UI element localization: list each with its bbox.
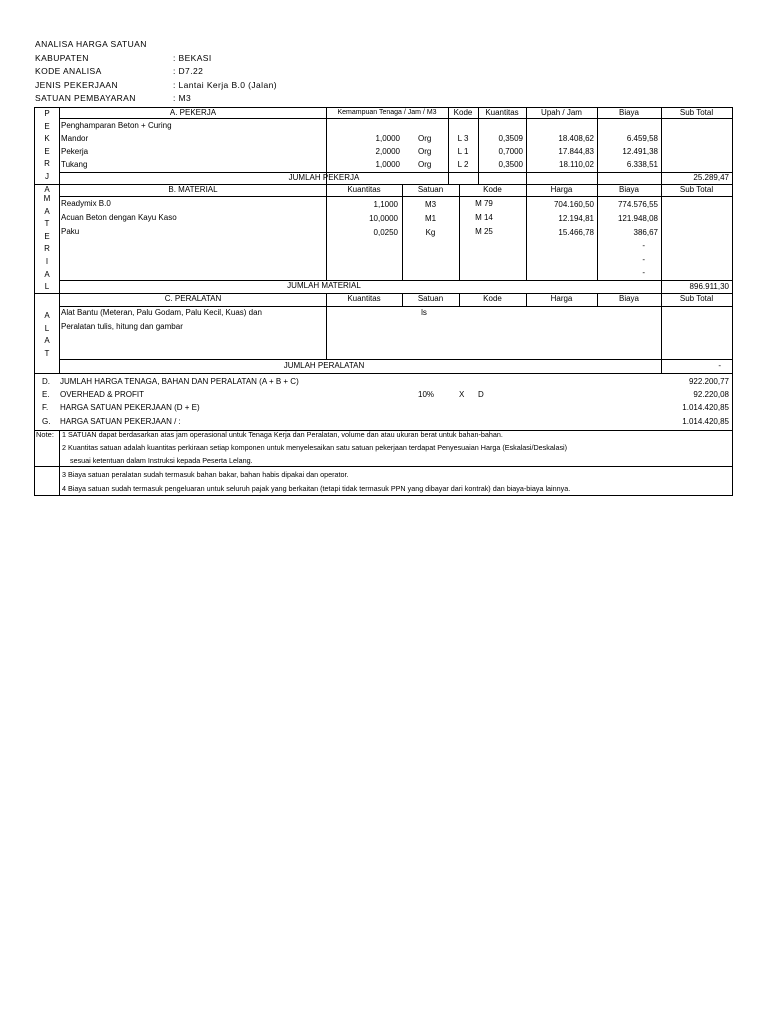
- note-line: 3 Biaya satuan peralatan sudah termasuk bahan bakar, bahan habis dipakai dan operator.: [62, 470, 349, 479]
- item-unit: M3: [424, 200, 437, 209]
- side-letter: M: [43, 194, 51, 203]
- header-field-kabupaten: [35, 52, 277, 66]
- side-letter: I: [45, 256, 49, 266]
- item-cost: 121.948,08: [617, 214, 658, 223]
- item-name: Pekerja: [61, 147, 89, 156]
- header-kode: Kode: [453, 108, 473, 117]
- side-label-material: [35, 193, 59, 294]
- analysis-table: [34, 107, 733, 467]
- side-letter: A: [44, 206, 50, 216]
- header-harga: Harga: [550, 185, 573, 194]
- header-biaya: Biaya: [618, 185, 639, 194]
- side-letter: A: [44, 269, 50, 279]
- total-peralatan: -: [718, 361, 721, 370]
- item-price: 18.408,62: [558, 134, 594, 143]
- item-qty: 0,7000: [498, 147, 523, 156]
- total-material: 896.911,30: [689, 282, 729, 291]
- item-price: 704.160,50: [553, 200, 594, 209]
- document-header: [35, 38, 277, 106]
- item-price: 17.844,83: [558, 147, 594, 156]
- total-label-pekerja: JUMLAH PEKERJA: [288, 173, 360, 182]
- side-letter: E: [44, 146, 50, 156]
- header-pekerja: A. PEKERJA: [169, 108, 217, 117]
- total-label-material: JUMLAH MATERIAL: [287, 281, 361, 290]
- item-name: Acuan Beton dengan Kayu Kaso: [61, 213, 177, 222]
- summary-value: 92.220,08: [693, 390, 729, 399]
- header-subtotal: Sub Total: [679, 294, 714, 303]
- empty-cost-dash: -: [642, 241, 645, 250]
- side-letter: J: [45, 171, 49, 181]
- summary-value: 922.200,77: [688, 377, 729, 386]
- header-biaya: Biaya: [618, 108, 639, 117]
- table-border-right: [732, 107, 733, 467]
- item-qty: 0,0250: [373, 228, 398, 237]
- header-field-satuan-pembayaran: [35, 92, 277, 106]
- notes-label: Note:: [36, 430, 54, 439]
- header-kode: Kode: [483, 294, 502, 303]
- document-title: ANALISA HARGA SATUAN: [35, 39, 147, 49]
- field-value: : BEKASI: [173, 52, 212, 63]
- item-cost: 6.338,51: [626, 160, 658, 169]
- side-label-pekerja: [35, 108, 59, 196]
- item-capacity: 1,0000: [375, 160, 400, 169]
- header-kuantitas: Kuantitas: [347, 294, 381, 303]
- item-name: Tukang: [61, 160, 88, 169]
- side-letter: T: [44, 219, 50, 229]
- summary-label: JUMLAH HARGA TENAGA, BAHAN DAN PERALATAN (A + B + C): [60, 377, 299, 386]
- section-rule: [34, 373, 733, 374]
- overhead-percent: 10%: [418, 390, 435, 399]
- header-satuan: Satuan: [417, 185, 444, 194]
- empty-cost-dash: -: [642, 255, 645, 264]
- item-unit: M1: [424, 214, 437, 223]
- empty-cost-dash: -: [642, 268, 645, 277]
- header-kuantitas: Kuantitas: [347, 185, 381, 194]
- side-letter: P: [44, 109, 50, 118]
- equipment-line-2: Peralatan tulis, hitung dan gambar: [61, 322, 183, 331]
- side-letter: A: [44, 184, 50, 194]
- header-kuantitas: Kuantitas: [485, 108, 519, 117]
- notes-column-rule-ext: [59, 466, 60, 496]
- header-kode: Kode: [483, 185, 502, 194]
- item-kode: M 79: [475, 199, 493, 208]
- item-cost: 386,67: [633, 228, 658, 237]
- note-line: 2 Kuantitas satuan adalah kuantitas perkiraan setiap komponen untuk menyelesaikan satu satuan pekerjaan terdapat Penyesuaian Harga (Eskalasi/Deskalasi): [62, 443, 568, 452]
- side-letter: L: [44, 323, 50, 333]
- summary-letter: G.: [42, 417, 51, 426]
- item-capacity: 2,0000: [375, 147, 400, 156]
- note-line: 4 Biaya satuan sudah termasuk pengeluaran untuk seluruh pajak yang berkaitan (tetapi tidak termasuk PPN yang dibayar dari kontrak) dan biaya-biaya lainnya.: [62, 484, 571, 493]
- field-value: : Lantai Kerja B.0 (Jalan): [173, 79, 277, 90]
- row-rule: [59, 196, 733, 197]
- field-label: JENIS PEKERJAAN: [35, 79, 118, 90]
- side-letter: K: [44, 134, 50, 144]
- total-label-peralatan: JUMLAH PERALATAN: [283, 361, 365, 370]
- summary-label: HARGA SATUAN PEKERJAAN / :: [60, 417, 181, 426]
- field-label: SATUAN PEMBAYARAN: [35, 93, 136, 103]
- field-value: : M3: [173, 93, 192, 103]
- item-price: 18.110,02: [559, 160, 594, 169]
- table-border-left-ext: [34, 466, 35, 496]
- table-border-right-ext: [732, 466, 733, 496]
- header-kemampuan: Kemampuan Tenaga / Jam / M3: [337, 109, 437, 116]
- item-qty: 1,1000: [373, 200, 398, 209]
- header-subtotal: Sub Total: [679, 108, 714, 117]
- side-letter: E: [44, 231, 50, 241]
- header-field-kode-analisa: [35, 65, 277, 79]
- total-pekerja: 25.289,47: [693, 173, 729, 182]
- item-name: Mandor: [61, 134, 89, 143]
- item-kode: L 3: [457, 134, 469, 143]
- side-letter: R: [44, 244, 50, 254]
- item-name: Paku: [61, 227, 80, 236]
- side-letter: A: [44, 311, 50, 320]
- side-column-rule: [59, 107, 60, 373]
- item-kode: M 14: [475, 213, 493, 222]
- table-border-bottom: [34, 466, 733, 467]
- row-rule: [59, 359, 733, 360]
- header-upah: Upah / Jam: [541, 108, 582, 117]
- header-harga: Harga: [550, 294, 573, 303]
- field-label: KODE ANALISA: [35, 66, 102, 76]
- item-qty: 0,3509: [498, 134, 523, 143]
- header-material: B. MATERIAL: [168, 185, 218, 194]
- side-letter: T: [44, 348, 50, 358]
- header-peralatan: C. PERALATAN: [164, 294, 222, 303]
- header-satuan: Satuan: [417, 294, 444, 303]
- summary-label: OVERHEAD & PROFIT: [60, 390, 145, 399]
- side-letter: E: [44, 121, 50, 131]
- item-kode: M 25: [475, 227, 493, 236]
- item-cost: 6.459,58: [626, 134, 658, 143]
- item-unit: Kg: [425, 228, 436, 237]
- side-letter: A: [44, 336, 50, 346]
- subtotal-column-rule: [661, 107, 662, 373]
- item-price: 15.466,78: [558, 228, 594, 237]
- row-rule: [59, 118, 733, 119]
- side-label-alat: [35, 310, 59, 360]
- summary-letter: D.: [42, 377, 50, 386]
- field-value: : D7.22: [173, 66, 204, 76]
- header-biaya: Biaya: [618, 294, 639, 303]
- summary-value: 1.014.420,85: [682, 403, 729, 412]
- item-cost: 774.576,55: [617, 200, 658, 209]
- summary-value: 1.014.420,85: [682, 417, 729, 426]
- item-price: 12.194,81: [558, 214, 594, 223]
- header-field-jenis-pekerjaan: [35, 79, 277, 93]
- table-border-final: [34, 495, 733, 496]
- field-label: KABUPATEN: [35, 52, 89, 63]
- item-cost: 12.491,38: [622, 147, 658, 156]
- summary-letter: F.: [42, 403, 49, 412]
- item-qty: 10,0000: [369, 214, 398, 223]
- summary-label: HARGA SATUAN PEKERJAAN (D + E): [60, 403, 200, 412]
- item-unit: Org: [418, 134, 432, 143]
- overhead-multiply: X: [459, 390, 465, 399]
- equipment-unit: ls: [421, 308, 427, 317]
- header-subtotal: Sub Total: [679, 185, 714, 194]
- overhead-base: D: [478, 390, 484, 399]
- item-capacity: 1,0000: [375, 134, 400, 143]
- item-qty: 0,3500: [498, 160, 523, 169]
- notes-column-rule: [59, 430, 60, 466]
- item-kode: L 2: [457, 160, 469, 169]
- pekerja-subheading: Penghamparan Beton + Curing: [61, 121, 172, 130]
- side-letter: L: [44, 282, 50, 292]
- item-kode: L 1: [457, 147, 469, 156]
- item-unit: Org: [418, 147, 432, 156]
- item-unit: Org: [418, 160, 432, 169]
- row-rule: [59, 306, 733, 307]
- note-line: 1 SATUAN dapat berdasarkan atas jam operasional untuk Tenaga Kerja dan Peralatan, volume dan atau ukuran berat untuk bahan-bahan.: [62, 430, 503, 439]
- item-name: Readymix B.0: [61, 199, 111, 208]
- equipment-line-1: Alat Bantu (Meteran, Palu Godam, Palu Kecil, Kuas) dan: [61, 308, 262, 317]
- summary-letter: E.: [42, 390, 50, 399]
- note-line: sesuai ketentuan dalam Instruksi kepada Peserta Lelang.: [70, 456, 253, 465]
- side-letter: R: [44, 159, 50, 169]
